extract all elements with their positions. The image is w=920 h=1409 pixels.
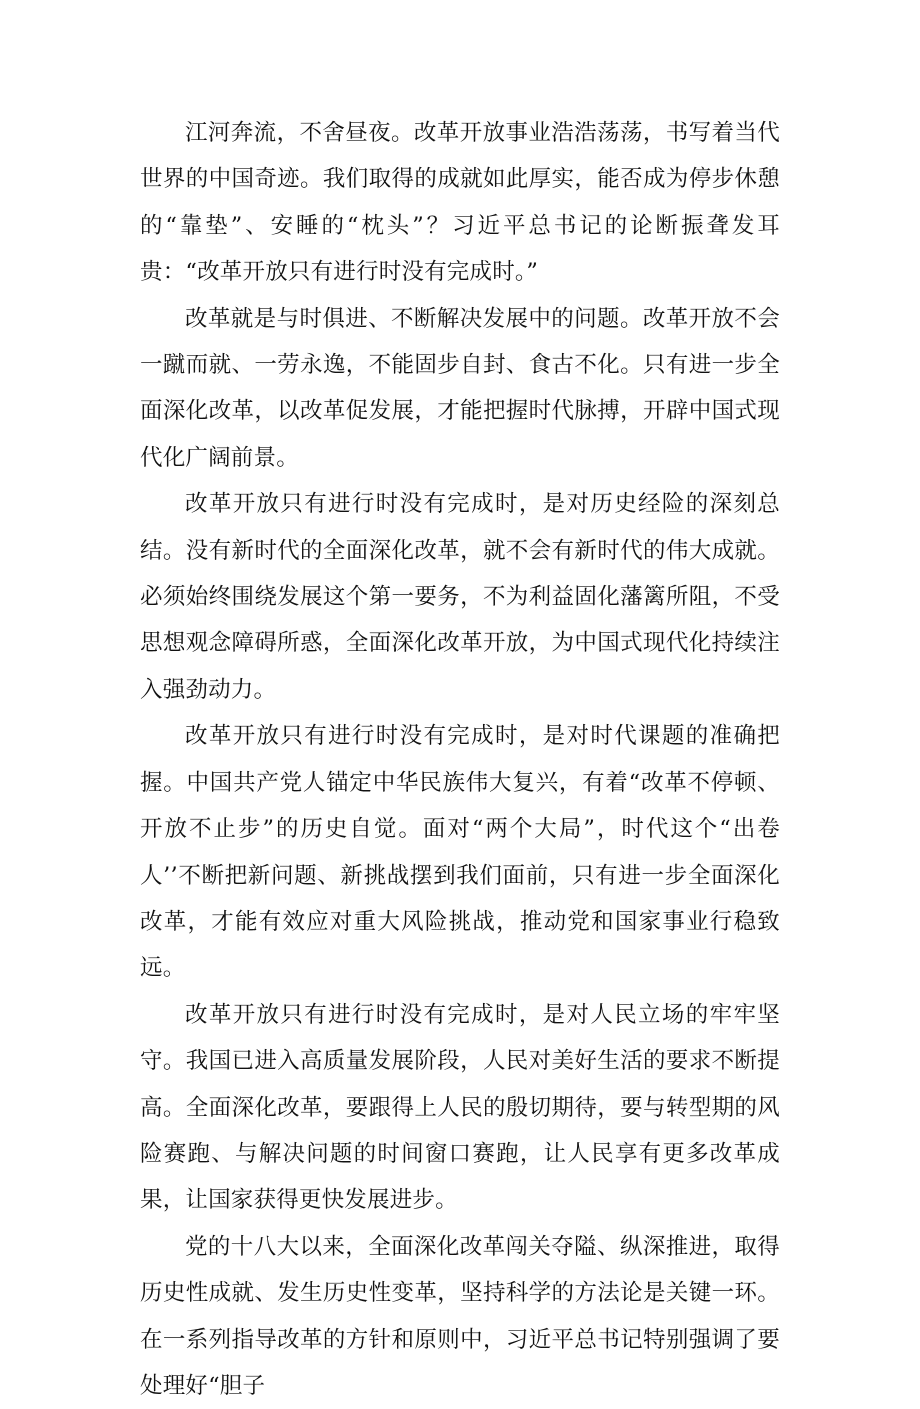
paragraph-1: 江河奔流，不舍昼夜。改革开放事业浩浩荡荡，书写着当代世界的中国奇迹。我们取得的成就如此厚实，能否成为停步休憩的“靠垫”、安睡的“枕头”？习近平总书记的论断振聋发耳贵：“改革开放只有进行时没有完成时。” [140, 120, 780, 286]
paragraph-4: 改革开放只有进行时没有完成时，是对时代课题的准确把握。中国共产党人锚定中华民族伟大复兴，有着“改革不停顿、开放不止步”的历史自觉。面对“两个大局”，时代这个“出卷人’’不断把新问题、新挑战摆到我们面前，只有进一步全面深化改革，才能有效应对重大风险挑战，推动党和国家事业行稳致远。 [140, 723, 780, 982]
paragraph-6: 党的十八大以来，全面深化改革闯关夺隘、纵深推进，取得历史性成就、发生历史性变革，坚持科学的方法论是关键一环。在一系列指导改革的方针和原则中，习近平总书记特别强调了要处理好“胆子 [140, 1233, 780, 1399]
paragraph-5: 改革开放只有进行时没有完成时，是对人民立场的牢牢坚守。我国已进入高质量发展阶段，人民对美好生活的要求不断提高。全面深化改革，要跟得上人民的殷切期待，要与转型期的风险赛跑、与解决问题的时间窗口赛跑，让人民享有更多改革成果，让国家获得更快发展进步。 [140, 1001, 780, 1214]
document-body [140, 110, 780, 1409]
paragraph-3: 改革开放只有进行时没有完成时，是对历史经险的深刻总结。没有新时代的全面深化改革，就不会有新时代的伟大成就。必须始终围绕发展这个第一要务，不为利益固化藩篱所阻，不受思想观念障碍所惑，全面深化改革开放，为中国式现代化持续注入强劲动力。 [140, 491, 780, 703]
paragraph-2: 改革就是与时俱进、不断解决发展中的问题。改革开放不会一蹴而就、一劳永逸，不能固步自封、食古不化。只有进一步全面深化改革，以改革促发展，才能把握时代脉搏，开辟中国式现代化广阔前景。 [140, 305, 780, 471]
